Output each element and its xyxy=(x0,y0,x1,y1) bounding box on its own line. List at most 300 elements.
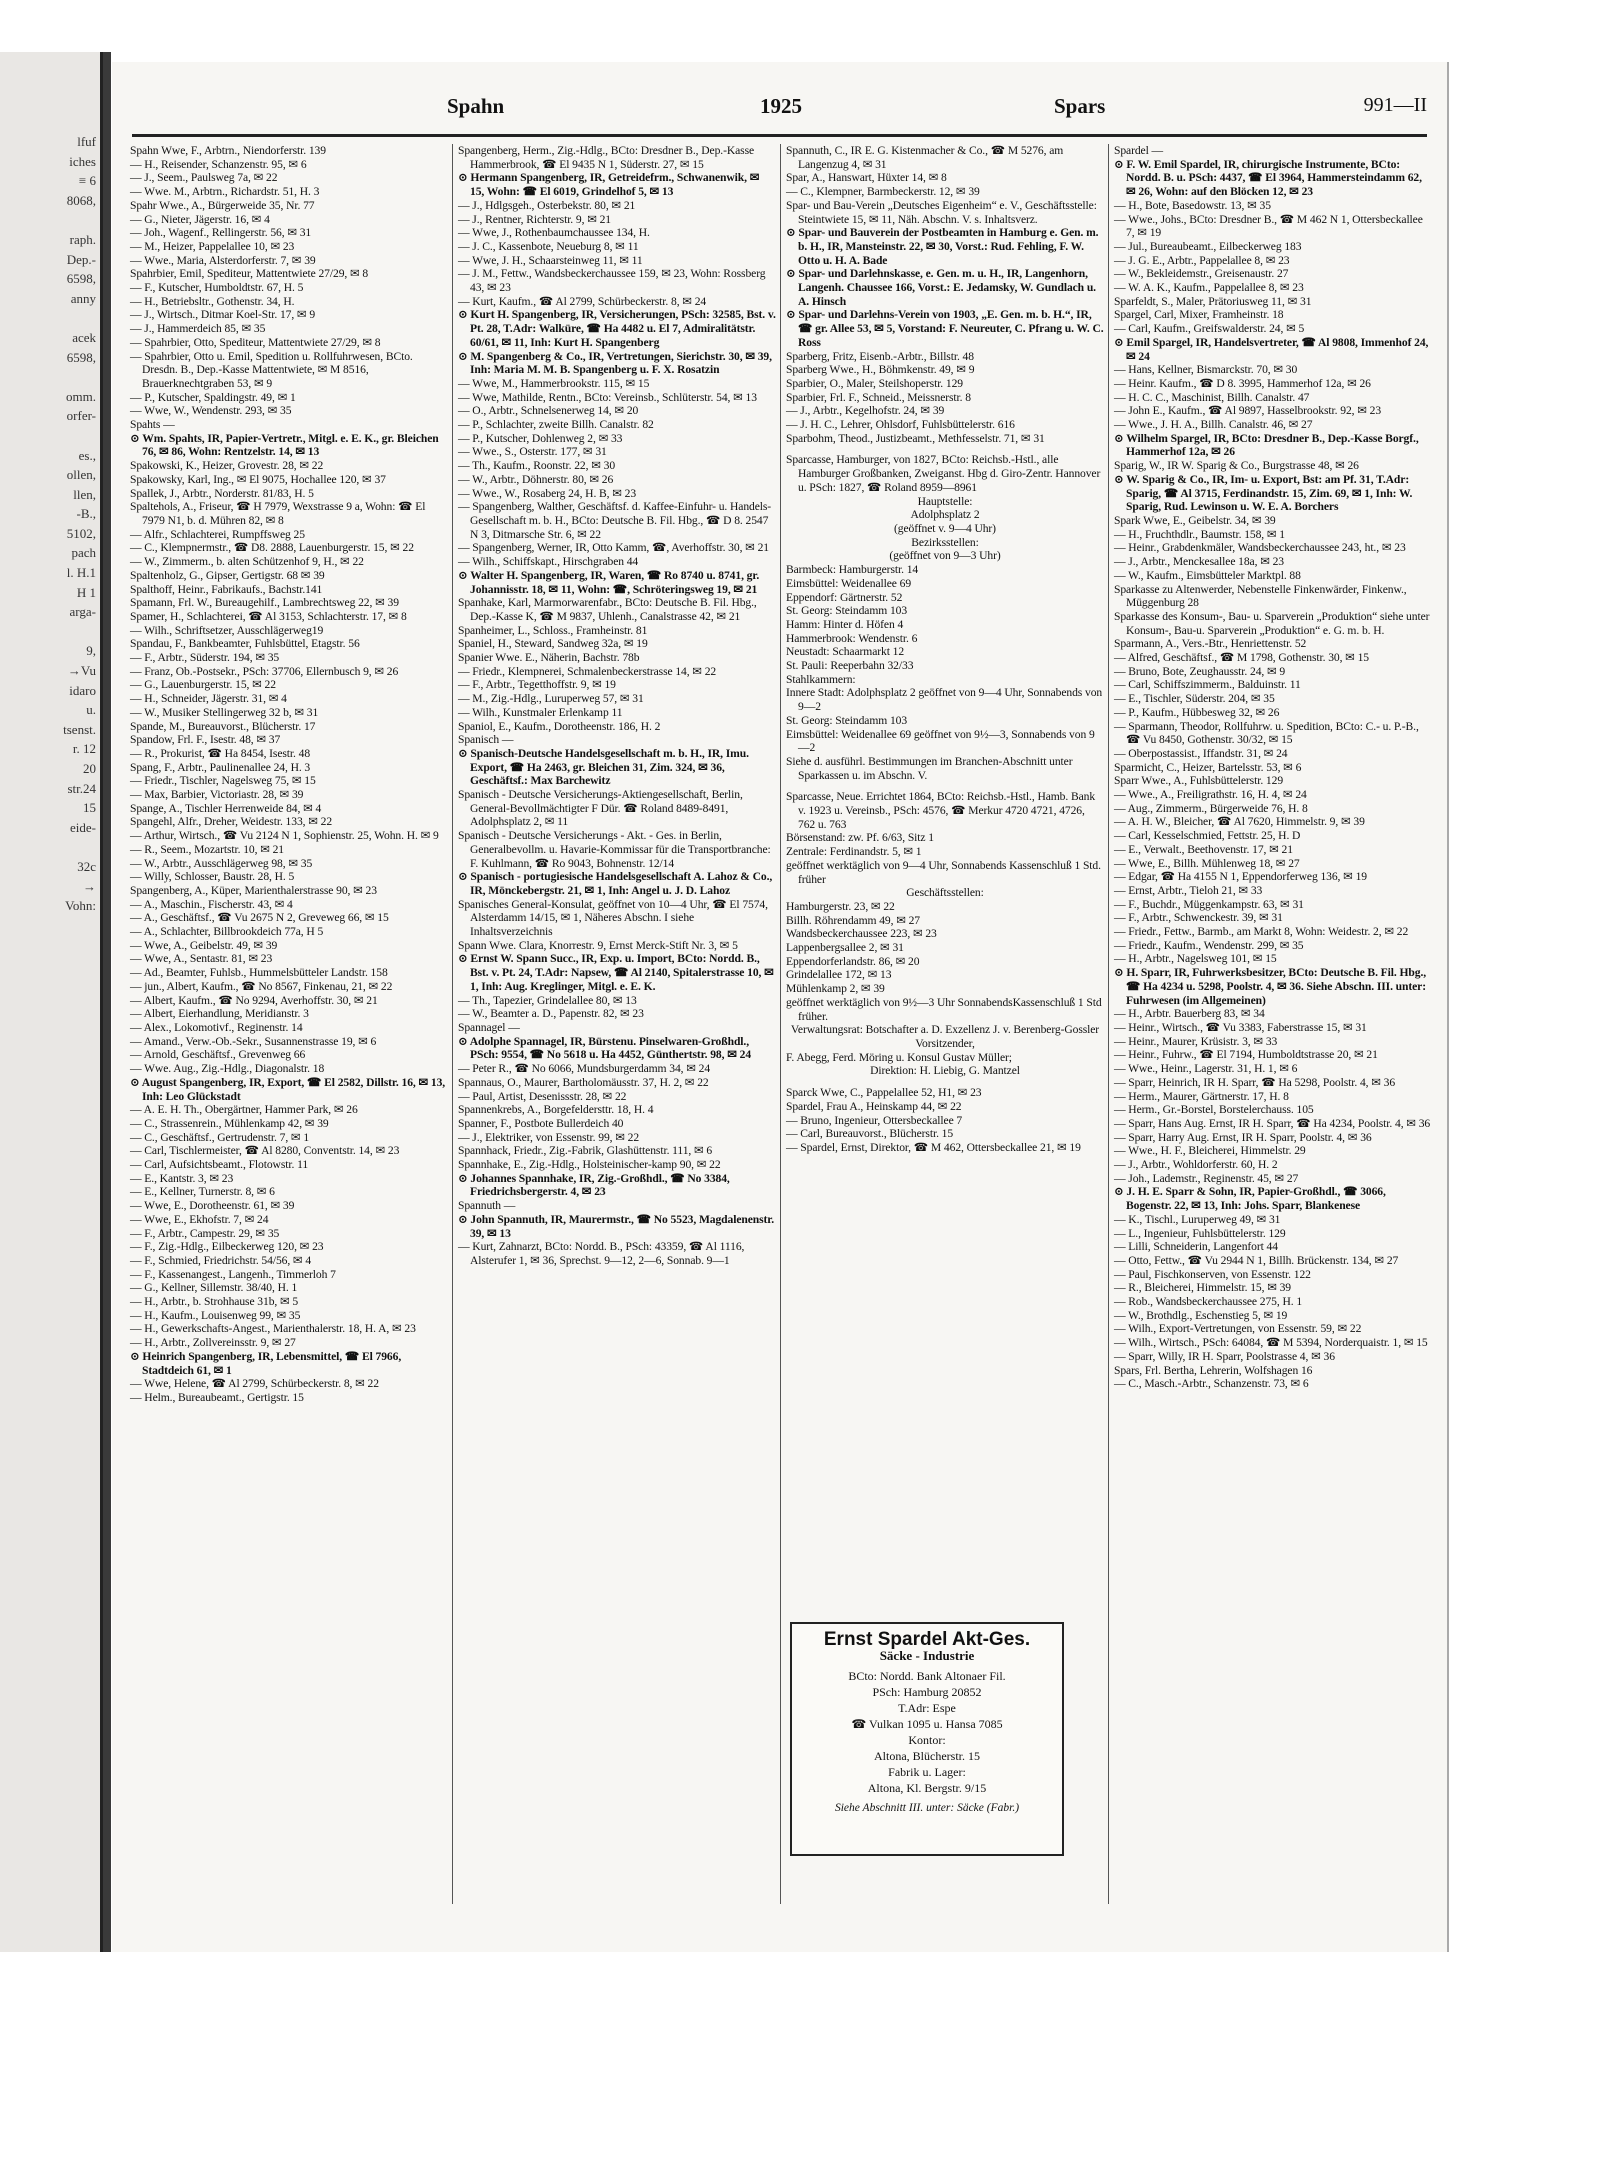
directory-entry: — H., Reisender, Schanzenstr. 95, ✉ 6 xyxy=(130,157,307,171)
directory-entry: — H. C. C., Maschinist, Billh. Canalstr. 47 xyxy=(1114,390,1310,404)
directory-entry: — Bruno, Ingenieur, Ottersbeckallee 7 xyxy=(786,1113,963,1127)
directory-entry: — C., Geschäftsf., Gertrudenstr. 7, ✉ 1 xyxy=(130,1130,310,1144)
previous-page-fragment: llen, xyxy=(73,486,96,502)
directory-entry: — Joh., Lademstr., Reginenstr. 45, ✉ 27 xyxy=(1114,1171,1299,1185)
directory-entry: — Herm., Gr.-Borstel, Borstelerchauss. 105 xyxy=(1114,1103,1314,1117)
directory-entry: — C., Strassenrein., Mühlenkamp 42, ✉ 39 xyxy=(130,1116,329,1130)
directory-entry: — Aug., Zimmerm., Bürgerweide 76, H. 8 xyxy=(1114,801,1308,815)
directory-entry: — Carl, Bureauvorst., Blücherstr. 15 xyxy=(786,1127,954,1141)
directory-entry: Spar, A., Hanswart, Hüxter 14, ✉ 8 xyxy=(786,171,947,185)
ad-line: T.Adr: Espe xyxy=(898,1701,956,1715)
directory-entry: — C., Masch.-Arbtr., Schanzenstr. 73, ✉ 6 xyxy=(1114,1377,1309,1391)
directory-entry: Spanisch - Deutsche Versicherungs-Aktiengesellschaft, Berlin, General-Bevollmächtigter F Dür. ☎ Roland 8489-8491, Adolphsplatz 2, ✉ 11 xyxy=(458,788,743,829)
directory-entry: — Sparr, Harry Aug. Ernst, IR H. Sparr, Poolstr. 4, ✉ 36 xyxy=(1114,1130,1372,1144)
directory-entry: — Franz, Ob.-Postsekr., PSch: 37706, Ellernbusch 9, ✉ 26 xyxy=(130,664,399,678)
directory-entry: Spandau, F., Bankbeamter, Fuhlsbüttel, Etagstr. 56 xyxy=(130,637,360,651)
directory-entry: — H., Arbtr., Zollvereinsstr. 9, ✉ 27 xyxy=(130,1336,296,1350)
directory-entry: — Wwe, Mathilde, Rentn., BCto: Vereinsb., Schlüterstr. 54, ✉ 13 xyxy=(458,390,757,404)
header-rule xyxy=(132,134,1427,137)
previous-page-fragment: →Vu xyxy=(67,663,96,679)
directory-entry: — F., Buchdr., Müggenkampstr. 63, ✉ 31 xyxy=(1114,897,1304,911)
directory-entry: Spang, F., Arbtr., Paulinenallee 24, H. 3 xyxy=(130,760,311,774)
directory-entry: — Wwe., Maria, Alsterdorferstr. 7, ✉ 39 xyxy=(130,253,316,267)
previous-page-edge xyxy=(0,52,103,1952)
ad-line: Kontor: xyxy=(908,1733,946,1747)
directory-entry: Spaniol, E., Kaufm., Dorotheenstr. 186, H. 2 xyxy=(458,719,661,733)
directory-entry: — Heinr., Wirtsch., ☎ Vu 3383, Faberstrasse 15, ✉ 31 xyxy=(1114,1021,1367,1034)
section-heading: (geöffnet v. 9—4 Uhr) xyxy=(894,521,996,535)
directory-entry: — Wwe, A., Geibelstr. 49, ✉ 39 xyxy=(130,938,278,952)
directory-entry: Lappenbergsallee 2, ✉ 31 xyxy=(786,941,904,955)
header-first-entry: Spahn xyxy=(447,94,505,118)
section-heading: (geöffnet von 9—3 Uhr) xyxy=(889,549,1001,563)
directory-entry: — Ad., Beamter, Fuhlsb., Hummelsbütteler Landstr. 158 xyxy=(130,966,388,980)
directory-entry: — Wwe. Aug., Zig.-Hdlg., Diagonalstr. 18 xyxy=(130,1062,325,1076)
ad-subtitle: Säcke - Industrie xyxy=(879,1648,975,1663)
directory-entry: Sparcasse, Hamburger, von 1827, BCto: Reichsb.-Hstl., alle Hamburger Großbanken, Zweiganst. Hbg d. Giro-Zentr. Hannover u. PSch: 1827, ☎ Roland 8959—8961 xyxy=(786,453,1101,494)
directory-entry: — Edgar, ☎ Ha 4155 N 1, Eppendorferweg 136, ✉ 19 xyxy=(1114,870,1367,884)
directory-entry: — Wwe., H. F., Bleicherei, Himmelstr. 29 xyxy=(1114,1144,1306,1158)
previous-page-fragment: -B., xyxy=(76,506,96,522)
directory-entry: — Wwe, E., Dorotheenstr. 61, ✉ 39 xyxy=(130,1199,295,1213)
directory-entry: Sparberg, Fritz, Eisenb.-Arbtr., Billstr. 48 xyxy=(786,349,974,363)
directory-entry: — Albert, Kaufm., ☎ No 9294, Averhoffstr. 30, ✉ 21 xyxy=(130,993,378,1007)
directory-entry: Spars, Frl. Bertha, Lehrerin, Wolfshagen 16 xyxy=(1114,1363,1313,1377)
directory-entry: — W., Arbtr., Ausschlägerweg 98, ✉ 35 xyxy=(130,856,313,870)
directory-entry: — Heinr., Maurer, Krüsistr. 3, ✉ 33 xyxy=(1114,1034,1278,1048)
directory-entry: Spahn Wwe, F., Arbtrn., Niendorferstr. 139 xyxy=(130,144,326,157)
directory-entry: — Heinr., Fuhrw., ☎ El 7194, Humboldtstrasse 20, ✉ 21 xyxy=(1114,1048,1378,1062)
directory-entry: — H., Kaufm., Louisenweg 99, ✉ 35 xyxy=(130,1308,301,1322)
directory-entry: — Wwe., S., Osterstr. 177, ✉ 31 xyxy=(458,445,607,459)
directory-entry: — G., Lauenburgerstr. 15, ✉ 22 xyxy=(130,678,276,692)
directory-entry: — Willy, Schlosser, Baustr. 28, H. 5 xyxy=(130,870,295,884)
directory-entry: Spange, A., Tischler Herrenweide 84, ✉ 4 xyxy=(130,801,322,815)
directory-entry: Spar- und Bau-Verein „Deutsches Eigenheim“ e. V., Geschäftsstelle: Steintwiete 15, ✉ 11, Näh. Abschn. V. s. Inhaltsverz. xyxy=(786,198,1097,226)
directory-entry: Sparr Wwe., A., Fuhlsbüttelerstr. 129 xyxy=(1114,774,1284,788)
directory-entry: — H., Arbtr. Bauerberg 83, ✉ 34 xyxy=(1114,1007,1265,1021)
directory-entry: Spahr Wwe., A., Bürgerweide 35, Nr. 77 xyxy=(130,198,315,212)
directory-entry: ⊙ Spanisch - portugiesische Handelsgesellschaft A. Lahoz & Co., IR, Mönckebergstr. 21, ✉ 1, Inh: Angel u. J. D. Lahoz xyxy=(458,870,773,897)
directory-entry: ⊙ Hermann Spangenberg, IR, Getreidefrm., Schwanenwik, ✉ 15, Wohn: ☎ El 6019, Grindelhof 5, ✉ 13 xyxy=(458,171,760,199)
directory-entry: Sparmicht, C., Heizer, Bartelsstr. 53, ✉ 6 xyxy=(1114,760,1302,774)
previous-page-fragment: 9, xyxy=(86,643,96,659)
directory-entry: — Sparr, Hans Aug. Ernst, IR H. Sparr, ☎ Ha 4234, Poolstr. 4, ✉ 36 xyxy=(1114,1116,1431,1130)
directory-entry: Spangehl, Alfr., Dreher, Weidestr. 133, ✉ 22 xyxy=(130,815,333,829)
directory-entry: — Wilh., Kunstmaler Erlenkamp 11 xyxy=(458,705,623,719)
directory-entry: — Wilh., Wirtsch., PSch: 64084, ☎ M 5394, Norderquaistr. 1, ✉ 15 xyxy=(1114,1336,1428,1350)
directory-entry: Spangenberg, A., Küper, Marienthalerstrasse 90, ✉ 23 xyxy=(130,883,377,897)
directory-entry: Spardel, Frau A., Heinskamp 44, ✉ 22 xyxy=(786,1099,962,1113)
directory-entry: — R., Bleicherei, Himmelstr. 15, ✉ 39 xyxy=(1114,1281,1291,1295)
directory-entry: Spannuth, C., IR E. G. Kistenmacher & Co., ☎ M 5276, am Langenzug 4, ✉ 31 xyxy=(786,144,1064,171)
directory-entry: — F., Arbtr., Schwenckestr. 39, ✉ 31 xyxy=(1114,911,1283,925)
directory-entry: Spanisches General-Konsulat, geöffnet von 10—4 Uhr, ☎ El 7574, Alsterdamm 14/15, ✉ 1, Näheres Abschn. I siehe Inhaltsverzeichnis xyxy=(458,897,768,939)
directory-entry: Spakowsky, Karl, Ing., ✉ El 9075, Hochallee 120, ✉ 37 xyxy=(130,472,386,486)
directory-entry: — F., Arbtr., Campestr. 29, ✉ 35 xyxy=(130,1226,280,1240)
directory-entry: — J., Rentner, Richterstr. 9, ✉ 21 xyxy=(458,212,612,226)
directory-entry: Spaltehols, A., Friseur, ☎ H 7979, Wexstrasse 9 a, Wohn: ☎ El 7979 N1, b. d. Mühren 82, ✉ 8 xyxy=(130,500,426,527)
directory-entry: Spangenberg, Herm., Zig.-Hdlg., BCto: Dresdner B., Dep.-Kasse Hammerbrook, ☎ El 9435 N 1, Süderstr. 27, ✉ 15 xyxy=(458,144,755,171)
directory-entry: — F., Zig.-Hdlg., Eilbeckerweg 120, ✉ 23 xyxy=(130,1240,324,1254)
directory-entry: — W., Arbtr., Döhnerstr. 80, ✉ 26 xyxy=(458,472,614,486)
directory-entry: — R., Prokurist, ☎ Ha 8454, Isestr. 48 xyxy=(130,746,311,760)
directory-entry: Sparkasse des Konsum-, Bau- u. Sparverein „Produktion“ siehe unter Konsum-, Bau-u. Sparverein „Produktion“ e. G. m. b. H. xyxy=(1114,609,1430,637)
directory-entry: Hammerbrook: Wendenstr. 6 xyxy=(786,631,918,645)
directory-entry: ⊙ Spar- und Darlehnskasse, e. Gen. m. u. H., IR, Langenhorn, Langenh. Chaussee 166, Vorst.: E. Jedamsky, W. Gundlach u. A. Hinsch xyxy=(786,267,1096,308)
directory-entry: Spark Wwe, E., Geibelstr. 34, ✉ 39 xyxy=(1114,513,1276,527)
directory-entry: — E., Tischler, Süderstr. 204, ✉ 35 xyxy=(1114,692,1275,706)
section-heading: Verwaltungsrat: Botschafter a. D. Exzellenz J. v. Berenberg-Gossler Vorsitzender, xyxy=(790,1023,1100,1050)
directory-entry: — P., Kutscher, Dohlenweg 2, ✉ 33 xyxy=(458,431,623,445)
previous-page-fragment: iches xyxy=(69,153,96,169)
directory-entry: — W., Musiker Stellingerweg 32 b, ✉ 31 xyxy=(130,705,319,719)
ad-details xyxy=(792,1668,1062,1796)
directory-entry: — Spahrbier, Otto, Spediteur, Mattentwiete 27/29, ✉ 8 xyxy=(130,335,381,349)
directory-entry: — Hans, Kellner, Bismarckstr. 70, ✉ 30 xyxy=(1114,363,1298,377)
directory-entry: — Herm., Maurer, Gärtnerstr. 17, H. 8 xyxy=(1114,1089,1289,1103)
directory-entry: St. Georg: Steindamm 103 xyxy=(786,713,908,727)
directory-entry: — Wwe, E., Ekhofstr. 7, ✉ 24 xyxy=(130,1212,269,1226)
directory-entry: Spannenkrebs, A., Borgefeldersttr. 18, H. 4 xyxy=(458,1103,654,1117)
previous-page-fragment: 20 xyxy=(83,761,96,776)
ad-line: ☎ Vulkan 1095 u. Hansa 7085 xyxy=(851,1717,1003,1731)
directory-entry: — Otto, Fettw., ☎ Vu 2944 N 1, Billh. Brückenstr. 134, ✉ 27 xyxy=(1114,1253,1399,1267)
directory-entry: — Ernst, Arbtr., Tieloh 21, ✉ 33 xyxy=(1114,883,1263,897)
directory-entry: — Wwe., Heinr., Lagerstr. 31, H. 1, ✉ 6 xyxy=(1114,1062,1298,1076)
directory-entry: Spargel, Carl, Mixer, Framheinstr. 18 xyxy=(1114,308,1284,322)
directory-entry: — Wwe., A., Freiligrathstr. 16, H. 4, ✉ 24 xyxy=(1114,788,1307,802)
directory-entry: ⊙ Johannes Spannhake, IR, Zig.-Großhdl., ☎ No 3384, Friedrichsbergerstr. 4, ✉ 23 xyxy=(458,1171,730,1199)
directory-entry: — Albert, Eierhandlung, Meridianstr. 3 xyxy=(130,1007,309,1021)
directory-entry: — Wwe, A., Sentastr. 81, ✉ 23 xyxy=(130,952,273,966)
directory-entry: Sparbier, O., Maler, Steilshoperstr. 129 xyxy=(786,376,963,390)
directory-entry: Spannagel — xyxy=(458,1021,520,1034)
directory-entry: Stahlkammern: xyxy=(786,672,856,686)
directory-entry: — G., Kellner, Sillemstr. 38/40, H. 1 xyxy=(130,1281,298,1295)
directory-entry: — Spardel, Ernst, Direktor, ☎ M 462, Ottersbeckallee 21, ✉ 19 xyxy=(786,1140,1081,1154)
section-heading: Direktion: H. Liebig, G. Mantzel xyxy=(870,1064,1020,1078)
directory-entry: — Wilh., Export-Vertretungen, von Essenstr. 59, ✉ 22 xyxy=(1114,1322,1362,1336)
directory-entry: Spanner, F., Postbote Bullerdeich 40 xyxy=(458,1116,624,1130)
directory-entry: — Alfred, Geschäftsf., ☎ M 1798, Gothenstr. 30, ✉ 15 xyxy=(1114,651,1369,665)
directory-entry: — Oberpostassist., Iffandstr. 31, ✉ 24 xyxy=(1114,746,1288,760)
directory-entry: Eppendorferlandstr. 86, ✉ 20 xyxy=(786,954,920,968)
directory-entry: Spamann, Frl. W., Bureaugehilf., Lambrechtsweg 22, ✉ 39 xyxy=(130,596,399,610)
directory-entry: Sparig, W., IR W. Sparig & Co., Burgstrasse 48, ✉ 26 xyxy=(1114,459,1359,473)
directory-entry: — J. H. C., Lehrer, Ohlsdorf, Fuhlsbüttelerstr. 616 xyxy=(786,418,1015,432)
directory-entry: Sparkasse zu Altenwerder, Nebenstelle Finkenwärder, Finkenw., Müggenburg 28 xyxy=(1114,582,1407,610)
directory-entry: Spanheimer, L., Schloss., Framheinstr. 81 xyxy=(458,623,648,637)
directory-entry: ⊙ Walter H. Spangenberg, IR, Waren, ☎ Ro 8740 u. 8741, gr. Johannisstr. 18, ✉ 11, Wohn: ☎, Schröteringsweg 19, ✉ 21 xyxy=(458,568,760,596)
previous-page-fragment xyxy=(2,622,96,642)
previous-page-fragment: r. 12 xyxy=(72,741,96,757)
previous-page-fragment: pach xyxy=(71,545,96,561)
directory-entry: — Carl, Kesselschmied, Fettstr. 25, H. D xyxy=(1114,829,1301,843)
previous-page-fragment: H 1 xyxy=(76,584,96,600)
directory-entry: Spandow, Frl. F., Isestr. 48, ✉ 37 xyxy=(130,733,281,747)
directory-entry: ⊙ M. Spangenberg & Co., IR, Vertretungen, Sierichstr. 30, ✉ 39, Inh: Maria M. M. B. Spangenberg u. F. X. Rosatzin xyxy=(458,349,772,377)
directory-entry: — Alfr., Schlachterei, Rumpffsweg 25 xyxy=(130,527,305,541)
previous-page-fragment: Dep.- xyxy=(66,251,96,267)
directory-entry: — John E., Kaufm., ☎ Al 9897, Hasselbrookstr. 92, ✉ 23 xyxy=(1114,404,1382,418)
page-number: 991—II xyxy=(1363,94,1427,116)
directory-entry: Spanier Wwe. E., Näherin, Bachstr. 78b xyxy=(458,651,640,665)
directory-entry: — Th., Tapezier, Grindelallee 80, ✉ 13 xyxy=(458,993,637,1007)
directory-entry: — Arthur, Wirtsch., ☎ Vu 2124 N 1, Sophienstr. 25, Wohn. H. ✉ 9 xyxy=(130,829,439,843)
directory-entry: — jun., Albert, Kaufm., ☎ No 8567, Finkenau, 21, ✉ 22 xyxy=(130,979,393,993)
directory-entry: — Friedr., Klempnerei, Schmalenbeckerstrasse 14, ✉ 22 xyxy=(458,664,717,678)
directory-entry: — E., Kellner, Turnerstr. 8, ✉ 6 xyxy=(130,1185,275,1199)
directory-entry: — Wwe, Helene, ☎ Al 2799, Schürbeckerstr. 8, ✉ 22 xyxy=(130,1377,379,1391)
previous-page-fragment: → xyxy=(83,878,96,894)
directory-entry: Sparcasse, Neue. Errichtet 1864, BCto: Reichsb.-Hstl., Hamb. Bank v. 1923 u. Vereinsb., PSch: 4576, ☎ Merkur 4720 4721, 4726, 762 u. 763 xyxy=(786,790,1096,831)
ad-company-name: Ernst Spardel Akt-Ges. xyxy=(823,1629,1031,1650)
previous-page-fragment: 6598, xyxy=(66,271,96,287)
directory-entry: Sparck Wwe, C., Pappelallee 52, H1, ✉ 23 xyxy=(786,1086,982,1100)
header-last-entry: Spars xyxy=(1054,94,1106,118)
directory-entry: — F., Kutscher, Humboldtstr. 67, H. 5 xyxy=(130,281,304,295)
directory-entry: Sparbohm, Theod., Justizbeamt., Methfesselstr. 71, ✉ 31 xyxy=(786,431,1045,445)
directory-entry: — Heinr. Kaufm., ☎ D 8. 3995, Hammerhof 12a, ✉ 26 xyxy=(1114,376,1371,390)
directory-entry: — G., Nieter, Jägerstr. 16, ✉ 4 xyxy=(130,212,270,226)
ad-line: PSch: Hamburg 20852 xyxy=(872,1685,982,1699)
directory-entry: — J., Seem., Paulsweg 7a, ✉ 22 xyxy=(130,171,278,185)
previous-page-fragment: es., xyxy=(78,447,96,463)
directory-entry: ⊙ Emil Spargel, IR, Handelsvertreter, ☎ Al 9808, Immenhof 24, ✉ 24 xyxy=(1114,335,1429,363)
directory-entry: ⊙ H. Sparr, IR, Fuhrwerksbesitzer, BCto: Deutsche B. Fil. Hbg., ☎ Ha 4234 u. 5298, Poolstr. 4, ✉ 36. Siehe Abschn. III. unter: Fuhrwesen (im Allgemeinen) xyxy=(1114,966,1427,1007)
previous-page-fragment: 6598, xyxy=(66,349,96,365)
section-gap xyxy=(786,782,1104,790)
directory-entry: — C., Klempnermstr., ☎ D8. 2888, Lauenburgerstr. 15, ✉ 22 xyxy=(130,541,414,555)
column-divider xyxy=(780,144,781,1904)
directory-entry: Spanisch - Deutsche Versicherungs - Akt. - Ges. in Berlin, Generalbevollm. u. Havarie-Kommissar für die Transportbranche: F. Kuhlmann, ☎ Ro 9043, Bohnenstr. 12/14 xyxy=(458,829,771,870)
directory-entry: — Sparr, Heinrich, IR H. Sparr, ☎ Ha 5298, Poolstr. 4, ✉ 36 xyxy=(1114,1075,1396,1089)
previous-page-fragment: eide- xyxy=(70,819,96,835)
directory-entry: Wandsbeckerchaussee 223, ✉ 23 xyxy=(786,927,937,941)
directory-entry: St. Georg: Steindamm 103 xyxy=(786,604,908,618)
directory-entry: — Helm., Bureaubeamt., Gertigstr. 15 xyxy=(130,1390,304,1404)
directory-entry: — Bruno, Bote, Zeughausstr. 24, ✉ 9 xyxy=(1114,664,1286,678)
previous-page-fragment: 8068, xyxy=(66,192,96,208)
directory-entry: ⊙ Spar- und Darlehns-Verein von 1903, „E. Gen. m. b. H.“, IR, ☎ gr. Allee 53, ✉ 5, Vorstand: F. Neureuter, C. Pfrang u. W. C. Ross xyxy=(786,308,1104,349)
directory-entry: — Heinr., Grabdenkmäler, Wandsbeckerchaussee 243, ht., ✉ 23 xyxy=(1114,541,1406,555)
directory-entry: Sparbier, Frl. F., Schneid., Meissnerstr. 8 xyxy=(786,390,971,404)
directory-entry: Spann Wwe. Clara, Knorrestr. 9, Ernst Merck-Stift Nr. 3, ✉ 5 xyxy=(458,938,738,952)
directory-entry: — Jul., Bureaubeamt., Eilbeckerweg 183 xyxy=(1114,239,1302,253)
column-divider xyxy=(1108,144,1109,1904)
directory-entry: — J. C., Kassenbote, Neueburg 8, ✉ 11 xyxy=(458,239,639,253)
directory-entry: Spannaus, O., Maurer, Bartholomäusstr. 37, H. 2, ✉ 22 xyxy=(458,1075,709,1089)
directory-entry: Eimsbüttel: Weidenallee 69 geöffnet von 9½—3, Sonnabends von 9—2 xyxy=(786,727,1095,755)
directory-entry: — P., Schlachter, zweite Billh. Canalstr. 82 xyxy=(458,418,654,432)
directory-column-3 xyxy=(786,144,1104,1155)
directory-entry: Hamm: Hinter d. Höfen 4 xyxy=(786,617,904,631)
directory-entry: — Th., Kaufm., Roonstr. 22, ✉ 30 xyxy=(458,459,616,473)
directory-entry: ⊙ Wilhelm Spargel, IR, BCto: Dresdner B., Dep.-Kasse Borgf., Hammerhof 12a, ✉ 26 xyxy=(1114,431,1419,459)
directory-entry: ⊙ Heinrich Spangenberg, IR, Lebensmittel, ☎ El 7966, Stadtdeich 61, ✉ 1 xyxy=(130,1349,402,1377)
previous-page-fragment xyxy=(2,367,96,387)
section-heading: Bezirksstellen: xyxy=(911,535,979,549)
directory-entry: — P., Kutscher, Spaldingstr. 49, ✉ 1 xyxy=(130,390,296,404)
directory-entry: Spalthoff, Heinr., Fabrikaufs., Bachstr.141 xyxy=(130,582,323,596)
directory-entry: — C., Klempner, Barmbeckerstr. 12, ✉ 39 xyxy=(786,185,980,199)
directory-entry: Innere Stadt: Adolphsplatz 2 geöffnet von 9—4 Uhr, Sonnabends von 9—2 xyxy=(786,686,1103,714)
directory-entry: — A. H. W., Bleicher, ☎ Al 7620, Himmelstr. 9, ✉ 39 xyxy=(1114,815,1365,829)
directory-entry: Börsenstand: zw. Pf. 6/63, Sitz 1 xyxy=(786,831,934,845)
directory-entry: — R., Seem., Mozartstr. 10, ✉ 21 xyxy=(130,842,285,856)
directory-entry: Spannhack, Friedr., Zig.-Fabrik, Glashüttenstr. 111, ✉ 6 xyxy=(458,1144,713,1158)
previous-page-fragment xyxy=(2,308,96,328)
previous-page-fragment: orfer- xyxy=(66,408,96,424)
directory-entry: — J., Elektriker, von Essenstr. 99, ✉ 22 xyxy=(458,1130,640,1144)
previous-page-fragment: Vohn: xyxy=(65,898,96,914)
directory-entry: — A., Geschäftsf., ☎ Vu 2675 N 2, Greveweg 66, ✉ 15 xyxy=(130,911,389,925)
directory-entry: — H., Schneider, Jägerstr. 31, ✉ 4 xyxy=(130,692,287,706)
directory-entry: — Max, Barbier, Victoriastr. 28, ✉ 39 xyxy=(130,788,304,802)
directory-entry: — J., Arbtr., Kegelhofstr. 24, ✉ 39 xyxy=(786,404,945,418)
directory-entry: F. Abegg, Ferd. Möring u. Konsul Gustav Müller; xyxy=(786,1050,1012,1064)
directory-entry: Spanisch — xyxy=(458,733,514,747)
directory-entry: — Wwe, E., Billh. Mühlenweg 18, ✉ 27 xyxy=(1114,856,1300,870)
directory-entry: — F., Kassenangest., Langenh., Timmerloh 7 xyxy=(130,1267,336,1281)
previous-page-fragment: raph. xyxy=(69,231,96,247)
directory-entry: — Friedr., Tischler, Nagelsweg 75, ✉ 15 xyxy=(130,774,316,788)
previous-page-fragment: str.24 xyxy=(67,780,96,796)
directory-entry: — J. G. E., Arbtr., Pappelallee 8, ✉ 23 xyxy=(1114,253,1290,267)
previous-page-fragment: anny xyxy=(70,290,96,306)
section-gap xyxy=(786,445,1104,453)
directory-entry: — Kurt, Kaufm., ☎ Al 2799, Schürbeckerstr. 8, ✉ 24 xyxy=(458,294,707,308)
directory-entry: — Wwe, J. H., Schaarsteinweg 11, ✉ 11 xyxy=(458,253,643,267)
directory-entry: — J., Hdlgsgeh., Osterbekstr. 80, ✉ 21 xyxy=(458,198,636,212)
directory-entry: geöffnet werktäglich von 9½—3 Uhr SonnabendsKassenschluß 1 Std früher. xyxy=(786,995,1102,1023)
directory-entry: — Joh., Wagenf., Rellingerstr. 56, ✉ 31 xyxy=(130,226,312,240)
directory-entry: — Carl, Schiffszimmerm., Balduinstr. 11 xyxy=(1114,678,1301,692)
previous-page-fragment: 5102, xyxy=(66,525,96,541)
previous-page-fragment xyxy=(2,426,96,446)
directory-entry: — K., Tischl., Luruperweg 49, ✉ 31 xyxy=(1114,1212,1281,1226)
directory-entry: — Rob., Wandsbeckerchaussee 275, H. 1 xyxy=(1114,1295,1303,1309)
directory-entry: ⊙ Spanisch-Deutsche Handelsgesellschaft m. b. H., IR, Imu. Export, ☎ Ha 2463, gr. Bleichen 31, Zim. 324, ✉ 36, Geschäftsf.: Max Barchewitz xyxy=(458,746,749,788)
ad-note: Siehe Abschnitt III. unter: Säcke (Fabr.) xyxy=(834,1802,1020,1814)
advertisement-box xyxy=(790,1622,1064,1856)
directory-entry: — Lilli, Schneiderin, Langenfort 44 xyxy=(1114,1240,1278,1254)
previous-page-fragment-text xyxy=(2,132,96,916)
directory-entry: — H., Arbtr., Nagelsweg 101, ✉ 15 xyxy=(1114,952,1277,966)
directory-entry: — Peter R., ☎ No 6066, Mundsburgerdamm 34, ✉ 24 xyxy=(458,1062,711,1076)
directory-entry: Spahrbier, Emil, Spediteur, Mattentwiete 27/29, ✉ 8 xyxy=(130,267,369,281)
directory-entry: — Wwe., W., Rosaberg 24, H. B, ✉ 23 xyxy=(458,486,637,500)
previous-page-fragment: 15 xyxy=(83,800,96,816)
ad-line: BCto: Nordd. Bank Altonaer Fil. xyxy=(848,1669,1006,1683)
directory-entry: Barmbeck: Hamburgerstr. 14 xyxy=(786,563,919,577)
directory-entry: — P., Kaufm., Hübbesweg 32, ✉ 26 xyxy=(1114,705,1280,719)
directory-entry: Spanhake, Karl, Marmorwarenfabr., BCto: Deutsche B. Fil. Hbg., Dep.-Kasse K, ☎ M 9837, Uhlenh., Canalstrasse 42, ✉ 21 xyxy=(458,596,757,623)
directory-entry: — W., Brothdlg., Eschenstieg 5, ✉ 19 xyxy=(1114,1308,1288,1322)
directory-entry: — Kurt, Zahnarzt, BCto: Nordd. B., PSch: 43359, ☎ Al 1116, Alsterufer 1, ✉ 36, Sprechst. 9—12, 2—6, Sonnab. 9—1 xyxy=(458,1240,745,1267)
directory-entry: — Wwe., Johs., BCto: Dresdner B., ☎ M 462 N 1, Ottersbeckallee 7, ✉ 19 xyxy=(1114,212,1423,240)
directory-entry: Spannuth — xyxy=(458,1199,516,1213)
directory-entry: — W., Beamter a. D., Papenstr. 82, ✉ 23 xyxy=(458,1007,644,1021)
directory-entry: — Spangenberg, Werner, IR, Otto Kamm, ☎, Averhoffstr. 30, ✉ 21 xyxy=(458,541,769,555)
directory-entry: — O., Arbtr., Schnelsenerweg 14, ✉ 20 xyxy=(458,404,639,418)
directory-entry: Spamer, H., Schlachterei, ☎ Al 3153, Schlachterstr. 17, ✉ 8 xyxy=(130,609,407,623)
directory-entry: — Wilh., Schriftsetzer, Ausschlägerweg19 xyxy=(130,623,324,637)
previous-page-fragment: ollen, xyxy=(66,467,96,483)
directory-entry: — Wwe, M., Hammerbrookstr. 115, ✉ 15 xyxy=(458,376,650,390)
directory-entry: Spande, M., Bureauvorst., Blücherstr. 17 xyxy=(130,719,316,733)
previous-page-fragment: lfuf xyxy=(77,134,96,149)
directory-entry: Siehe d. ausführl. Bestimmungen im Branchen-Abschnitt unter Sparkassen u. im Abschn. V. xyxy=(786,754,1073,782)
directory-entry: — Arnold, Geschäftsf., Grevenweg 66 xyxy=(130,1048,306,1062)
directory-entry: — H., Gewerkschafts-Angest., Marienthalerstr. 18, H. A, ✉ 23 xyxy=(130,1322,416,1336)
directory-entry: ⊙ Ernst W. Spann Succ., IR, Exp. u. Import, BCto: Nordd. B., Bst. v. Pt. 24, T.Adr: Napsew, ☎ Al 2140, Spitalerstrasse 10, ✉ 1, Inh: Aug. Kreglinger, Mitgl. e. E. K. xyxy=(458,952,774,993)
section-heading: Geschäftsstellen: xyxy=(906,886,984,900)
directory-entry: — Carl, Kaufm., Greifswalderstr. 24, ✉ 5 xyxy=(1114,322,1305,336)
directory-entry: — H., Arbtr., b. Strohhause 31b, ✉ 5 xyxy=(130,1295,299,1309)
directory-entry: — A., Schlachter, Billbrookdeich 77a, H 5 xyxy=(130,925,324,939)
directory-column-2 xyxy=(458,144,776,1268)
book-gutter xyxy=(103,52,111,1952)
directory-entry: — Carl, Aufsichtsbeamt., Flotowstr. 11 xyxy=(130,1158,309,1172)
directory-entry: — W., Bekleidemstr., Greisenaustr. 27 xyxy=(1114,267,1289,281)
directory-entry: — Wilh., Schiffskapt., Hirschgraben 44 xyxy=(458,555,639,569)
directory-entry: Spaltenholz, G., Gipser, Gertigstr. 68 ✉ 39 xyxy=(130,568,325,582)
header-year: 1925 xyxy=(760,94,802,118)
previous-page-fragment: u. xyxy=(86,702,96,718)
directory-entry: ⊙ W. Sparig & Co., IR, Im- u. Export, Bst: am Pf. 31, T.Adr: Sparig, ☎ Al 3715, Ferdinandstr. 15, Zim. 69, ✉ 1, Inh: W. Sparig, Rud. Lewinson u. W. E. A. Borchers xyxy=(1114,472,1413,514)
directory-entry: — Paul, Fischkonserven, von Essenstr. 122 xyxy=(1114,1267,1311,1281)
previous-page-fragment: arga- xyxy=(69,604,96,620)
directory-entry: Grindelallee 172, ✉ 13 xyxy=(786,968,892,982)
directory-entry: — Wwe. M., Arbtrn., Richardstr. 51, H. 3 xyxy=(130,185,320,199)
directory-entry: ⊙ J. H. E. Sparr & Sohn, IR, Papier-Großhdl., ☎ 3066, Bogenstr. 22, ✉ 13, Inh: Johs. Sparr, Blankenese xyxy=(1114,1185,1386,1213)
directory-entry: Spallek, J., Arbtr., Norderstr. 81/83, H. 5 xyxy=(130,486,314,500)
directory-entry: — J., Wirtsch., Ditmar Koel-Str. 17, ✉ 9 xyxy=(130,308,316,322)
directory-entry: ⊙ John Spannuth, IR, Maurermstr., ☎ No 5523, Magdalenenstr. 39, ✉ 13 xyxy=(458,1212,775,1240)
directory-entry: Eppendorf: Gärtnerstr. 52 xyxy=(786,590,903,604)
directory-entry: geöffnet werktäglich von 9—4 Uhr, Sonnabends Kassenschluß 1 Std. früher xyxy=(786,858,1101,886)
directory-entry: — W., Zimmerm., b. alten Schützenhof 9, H., ✉ 22 xyxy=(130,555,364,569)
directory-entry: — Wwe, J., Rothenbaumchaussee 134, H. xyxy=(458,226,650,240)
directory-entry: — Wwe., J. H. A., Billh. Canalstr. 46, ✉ 27 xyxy=(1114,418,1313,432)
directory-entry: — Spahrbier, Otto u. Emil, Spedition u. Rollfuhrwesen, BCto. Dresdn. B., Dep.-Kasse Mattentwiete, ✉ M 8516, Brauerknechtgraben 53, ✉ 9 xyxy=(130,349,413,390)
directory-column-4 xyxy=(1114,144,1432,1391)
directory-entry: Spannhake, E., Zig.-Hdlg., Holsteinischer-kamp 90, ✉ 22 xyxy=(458,1158,721,1172)
directory-entry: — L., Ingenieur, Fuhlsbüttelerstr. 129 xyxy=(1114,1226,1286,1240)
directory-entry: — E., Verwalt., Beethovenstr. 17, ✉ 21 xyxy=(1114,842,1293,856)
directory-entry: — F., Arbtr., Tegetthoffstr. 9, ✉ 19 xyxy=(458,678,616,692)
directory-entry: — M., Zig.-Hdlg., Luruperweg 57, ✉ 31 xyxy=(458,692,644,706)
directory-entry: ⊙ F. W. Emil Spardel, IR, chirurgische Instrumente, BCto: Nordd. B. u. PSch: 4437, ☎ El 3964, Hammersteindamm 62, ✉ 26, Wohn: auf den Blöcken 12, ✉ 23 xyxy=(1114,157,1422,199)
directory-entry: Mühlenkamp 2, ✉ 39 xyxy=(786,982,885,996)
directory-entry: — Carl, Tischlermeister, ☎ Al 8280, Conventstr. 14, ✉ 23 xyxy=(130,1144,400,1158)
directory-entry: — Paul, Artist, Desenissstr. 28, ✉ 22 xyxy=(458,1089,627,1103)
directory-entry: Eimsbüttel: Weidenallee 69 xyxy=(786,576,912,590)
directory-entry: ⊙ Adolphe Spannagel, IR, Bürstenu. Pinselwaren-Großhdl., PSch: 9554, ☎ No 5618 u. Ha 4452, Günthertstr. 98, ✉ 24 xyxy=(458,1034,752,1062)
directory-entry: Spakowski, K., Heizer, Grovestr. 28, ✉ 22 xyxy=(130,459,324,473)
directory-entry: — Amand., Verw.-Ob.-Sekr., Susannenstrasse 19, ✉ 6 xyxy=(130,1034,377,1048)
directory-entry: Spaniel, H., Steward, Sandweg 32a, ✉ 19 xyxy=(458,637,648,651)
directory-entry: ⊙ Spar- und Bauverein der Postbeamten in Hamburg e. Gen. m. b. H., IR, Mansteinstr. 22, ✉ 30, Vorst.: Rud. Fehling, F. W. Otto u. H. A. Bade xyxy=(786,226,1099,267)
previous-page-fragment: acek xyxy=(72,329,96,345)
directory-entry: — W., Kaufm., Eimsbütteler Marktpl. 88 xyxy=(1114,568,1301,582)
previous-page-fragment: l. H.1 xyxy=(66,565,96,581)
section-heading: Hauptstelle: xyxy=(917,494,973,508)
page-header xyxy=(132,94,1427,130)
directory-entry: Sparmann, A., Vers.-Btr., Henriettenstr. 52 xyxy=(1114,637,1307,651)
